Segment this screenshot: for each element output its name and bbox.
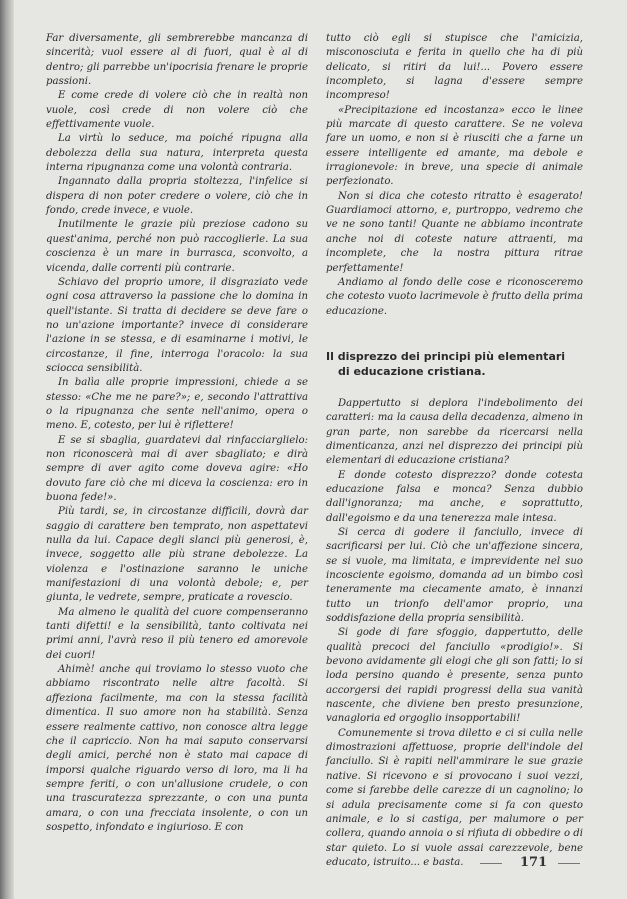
right-text-column [326, 32, 583, 870]
paragraph: tutto ciò egli si stupisce che l'amicizia, misconosciuta e ferita in quello che ha di più delicato, si ritiri da lui!... Povero essere incompleto, si lagna d'essere sempre incompreso! [326, 33, 583, 102]
paragraph: Schiavo del proprio umore, il disgraziato vede ogni cosa attraverso la passione che lo domina in quell'istante. Si tratta di decidere se deve fare o no un'azione importante? invece di considerare l'azione in se stessa, e di esaminarne i motivi, le circostanze, il fine, interroga l'oracolo: la sua sciocca sensibilità. [46, 276, 308, 374]
page-number-rule-right [558, 863, 580, 864]
page-number: 171 [520, 855, 548, 870]
paragraph: La virtù lo seduce, ma poiché ripugna alla debolezza della sua natura, interpreta questa interna ripugnanza come una volontà contraria. [46, 133, 308, 174]
page-number-rule-left [480, 863, 502, 864]
paragraph: Andiamo al fondo delle cose e riconosceremo che cotesto vuoto lacrimevole è frutto della prima educazione. [326, 276, 583, 317]
paragraph: Ma almeno le qualità del cuore compenseranno tanti difetti! e la sensibilità, tanto coltivata nei primi anni, l'avrà reso il più tenero ed amorevole dei cuori! [46, 606, 308, 661]
book-spine-shadow [0, 0, 14, 899]
paragraph: Si gode di fare sfoggio, dappertutto, delle qualità precoci del fanciullo «prodigio!». Si bevono avidamente gli elogi che gli son fatti; lo si loda persino quando è presente, senza punto accorgersi dei rapidi progressi della sua vanità nascente, che diviene ben presto presunzione, vanagloria ed orgoglio insopportabili! [326, 627, 583, 725]
paragraph: Si cerca di godere il fanciullo, invece di sacrificarsi per lui. Ciò che un'affezione sincera, se si vuole, ma limitata, e imprevidente nel suo incosciente egoismo, domanda ad un bimbo così teneramente ma ciecamente amato, è innanzi tutto un trionfo dell'amor proprio, una soddisfazione della propria sensibilità. [326, 526, 583, 625]
paragraph: «Precipitazione ed incostanza» ecco le linee più marcate di questo carattere. Se ne voleva fare un uomo, e non si è riusciti che a farne un essere intelligente ed amante, ma debole e irragionevole: in breve, una specie di animale perfezionato. [326, 104, 583, 188]
section-heading-line-2: di educazione cristiana. [338, 364, 486, 378]
paragraph: E come crede di volere ciò che in realtà non vuole, così crede di non volere ciò che effettivamente vuole. [46, 90, 308, 131]
paragraph: Non si dica che cotesto ritratto è esagerato! Guardiamoci attorno, e, purtroppo, vedremo che ve ne sono tanti! Quante ne abbiamo incontrate anche noi di coteste nature attraenti, ma incomplete, che la nostra pittura ritrae perfettamente! [326, 190, 583, 274]
paragraph: In balìa alle proprie impressioni, chiede a se stesso: «Che me ne pare?»; e, secondo l'attrattiva o la ripugnanza che sente nell'animo, opera o meno. E, cotesto, per lui è riflettere! [46, 377, 308, 432]
paragraph: E se si sbaglia, guardatevi dal rinfacciarglielo: non riconoscerà mai di aver sbagliato; e dirà sempre di aver agito come doveva agire: «Ho dovuto fare ciò che mi diceva la coscienza: ero in buona fede!». [46, 434, 308, 503]
paragraph: Più tardi, se, in circostanze difficili, dovrà dar saggio di carattere ben temprato, non aspettatevi nulla da lui. Capace degli slanci più generosi, è, invece, soggetto alle più strane debolezze. La violenza e l'ostinazione saranno le uniche manifestazioni di una volontà debole; e, per giunta, le vedrete, sempre, praticate a rovescio. [46, 506, 308, 604]
paragraph: Ahimè! anche qui troviamo lo stesso vuoto che abbiamo riscontrato nelle altre facoltà. Si affeziona facilmente, ma con la stessa facilità dimentica. Il suo amore non ha stabilità. Senza essere realmente cattivo, non conosce altra legge che il capriccio. Non ha mai saputo conservarsi degli amici, perché non è stato mai capace di imporsi qualche riguardo verso di loro, ma li ha sempre feriti, o con un'allusione crudele, o con una trascuratezza sprezzante, o con una punta amara, o con una frecciata insolente, o con un sospetto, infondato e ingiurioso. E con [46, 664, 308, 833]
paragraph: Dappertutto si deplora l'indebolimento dei caratteri: ma la causa della decadenza, almeno in gran parte, non sarebbe da ricercarsi nella dimenticanza, anzi nel disprezzo dei principi più elementari di educazione cristiana? [326, 397, 583, 467]
paragraph: Ingannato dalla propria stoltezza, l'infelice si dispera di non poter credere o volere, ciò che in fondo, crede invece, e vuole. [46, 176, 308, 217]
paragraph: Inutilmente le grazie più preziose cadono su quest'anima, perché non può raccoglierle. La sua coscienza è un mare in burrasca, sconvolto, a vicenda, dalle correnti più contrarie. [46, 219, 308, 274]
paragraph: Comunemente si trova diletto e ci si culla nelle dimostrazioni affettuose, proprie dell'indole del fanciullo. Si è rapiti nell'ammirare le sue grazie native. Si ricevono e si provocano i suoi vezzi, come si farebbe delle carezze di un cagnolino; lo si adula precisamente come si fa con questo animale, e lo si castiga, per malumore o per collera, quando annoia o si rifiuta di obbedire o di star quieto. Lo si vuole assai carezzevole, bene educato, istruito... e basta. [326, 727, 584, 868]
section-heading [326, 349, 583, 379]
paragraph: E donde cotesto disprezzo? donde cotesta educazione falsa e monca? Senza dubbio dall'ignoranza; ma anche, e soprattutto, dall'egoismo e da una tenerezza male intesa. [326, 469, 583, 524]
paragraph: Far diversamente, gli sembrerebbe mancanza di sincerità; vuol essere al di fuori, qual è al di dentro; gli parrebbe un'ipocrisia frenare le proprie passioni. [46, 33, 308, 88]
section-heading-line-1: Il disprezzo dei principi più elementari [326, 349, 566, 363]
left-text-column [46, 32, 308, 835]
